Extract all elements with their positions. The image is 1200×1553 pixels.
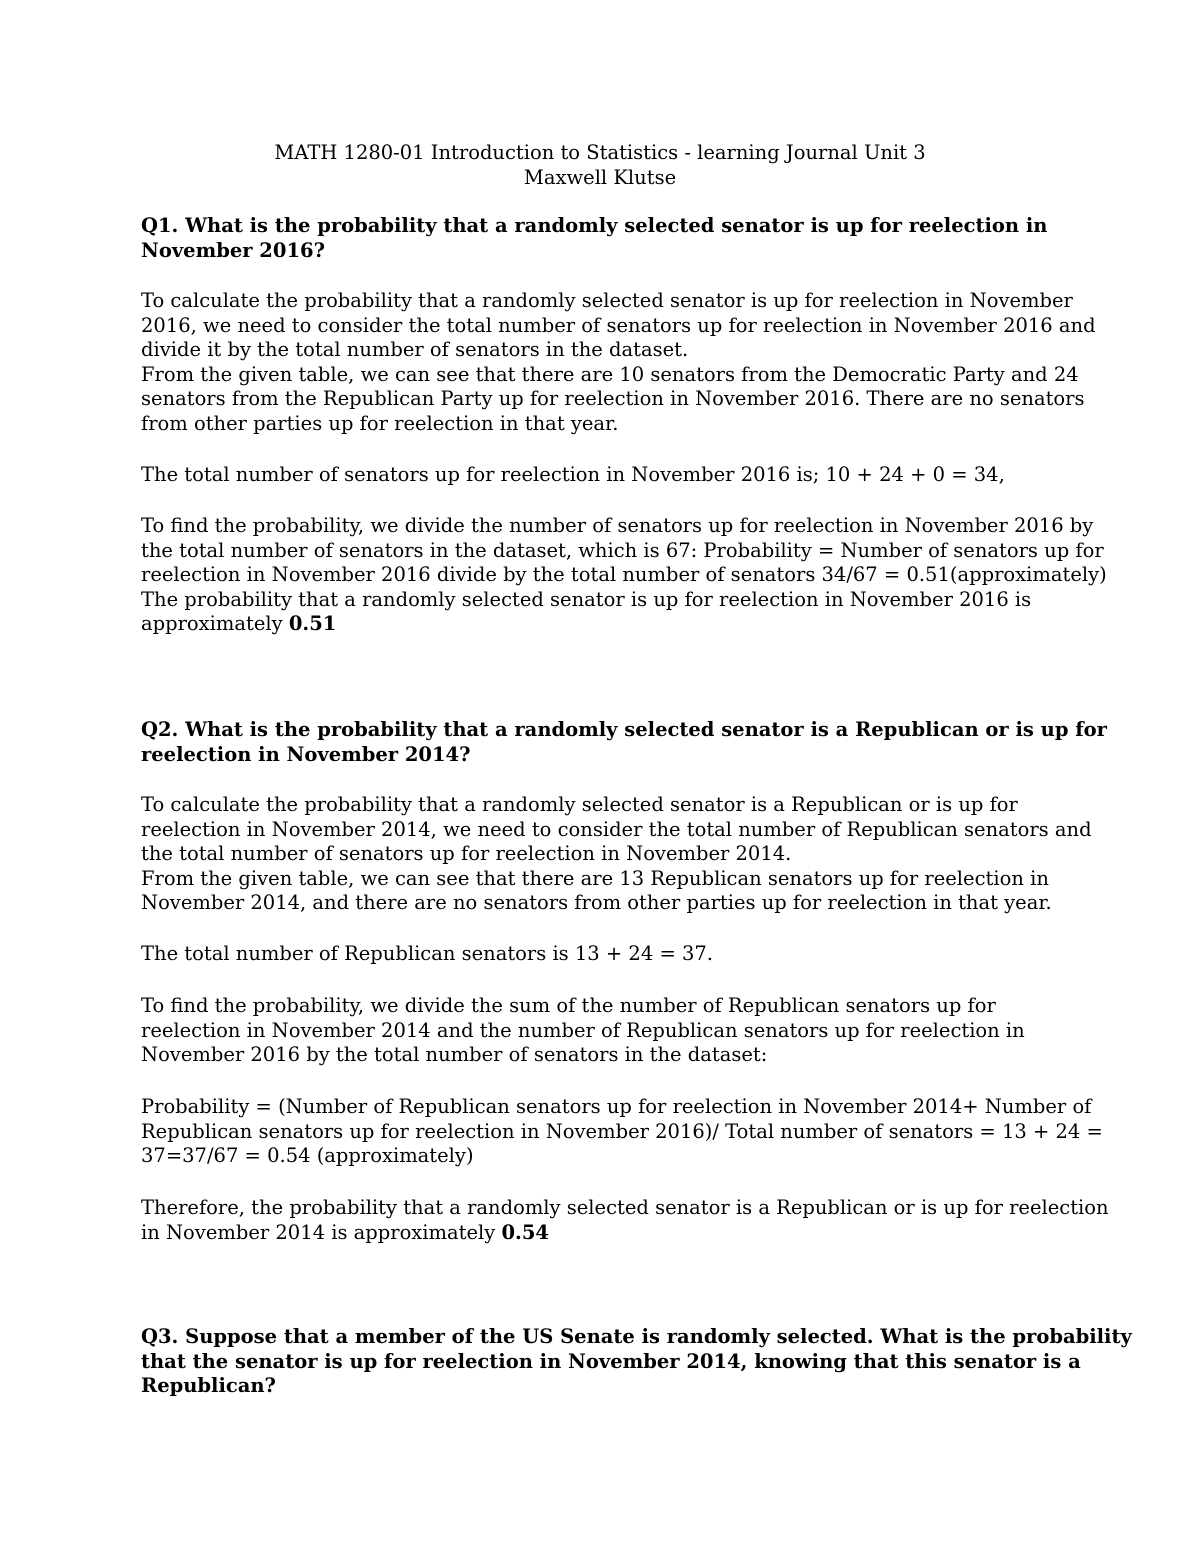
q2-answer: 0.54 bbox=[501, 1220, 549, 1244]
q2-paragraph-3: To find the probability, we divide the sum of the number of Republican senators up for reelection in November 2014 and the number of Republican senators up for reelection in November 2016 by the total number of senators in the dataset: bbox=[141, 994, 1025, 1066]
q2-paragraph-1: To calculate the probability that a randomly selected senator is a Republican or is up for reelection in November 2014, we need to consider the total number of Republican senators and the total number of senators up for reelection in November 2014. From the given table, we can see that there are 13 Republican senators up for reelection in November 2014, and there are no senators from other parties up for reelection in that year. bbox=[141, 793, 1092, 914]
q2-final-line: in November 2014 is approximately 0.54 bbox=[141, 1220, 549, 1244]
q3-question: Q3. Suppose that a member of the US Senate is randomly selected. What is the probability that the senator is up for reelection in November 2014, knowing that this senator is a Republican? bbox=[141, 1325, 1132, 1397]
document-header bbox=[0, 141, 1200, 190]
document-title: MATH 1280-01 Introduction to Statistics - learning Journal Unit 3 bbox=[274, 141, 926, 164]
q1-paragraph-2: The total number of senators up for reelection in November 2016 is; 10 + 24 + 0 = 34, bbox=[141, 463, 1005, 486]
q2-paragraph-4: Probability = (Number of Republican senators up for reelection in November 2014+ Number of Republican senators up for reelection in November 2016)/ Total number of senators = 13 + 24 = 37=37/67 = 0.54 (approximately) bbox=[141, 1095, 1103, 1167]
q1-question: Q1. What is the probability that a randomly selected senator is up for reelection in November 2016? bbox=[141, 214, 1048, 262]
q2-paragraph-2: The total number of Republican senators is 13 + 24 = 37. bbox=[141, 942, 713, 965]
q2-question: Q2. What is the probability that a randomly selected senator is a Republican or is up for reelection in November 2014? bbox=[141, 718, 1107, 766]
q1-final-line: approximately 0.51 bbox=[141, 612, 337, 635]
author-name: Maxwell Klutse bbox=[523, 165, 677, 189]
q1-paragraph-1: To calculate the probability that a randomly selected senator is up for reelection in November 2016, we need to consider the total number of senators up for reelection in November 2016 and divide it by the total number of senators in the dataset. From the given table, we can see that there are 10 senators from the Democratic Party and 24 senators from the Republican Party up for reelection in November 2016. There are no senators from other parties up for reelection in that year. bbox=[141, 289, 1096, 435]
q2-paragraph-5: Therefore, the probability that a randomly selected senator is a Republican or is up for reelection in November 2014 is approximately 0.54 bbox=[141, 1196, 1109, 1244]
q1-answer: 0.51 bbox=[288, 612, 337, 635]
q1-paragraph-3: To find the probability, we divide the number of senators up for reelection in November 2016 by the total number of senators in the dataset, which is 67: Probability = Number of senators up for reelection in November 2016 divide by the total number of senators 34/67 = 0.51(approximately) The probability that a randomly selected senator is up for reelection in November 2016 is approximately 0.51 bbox=[141, 514, 1107, 635]
